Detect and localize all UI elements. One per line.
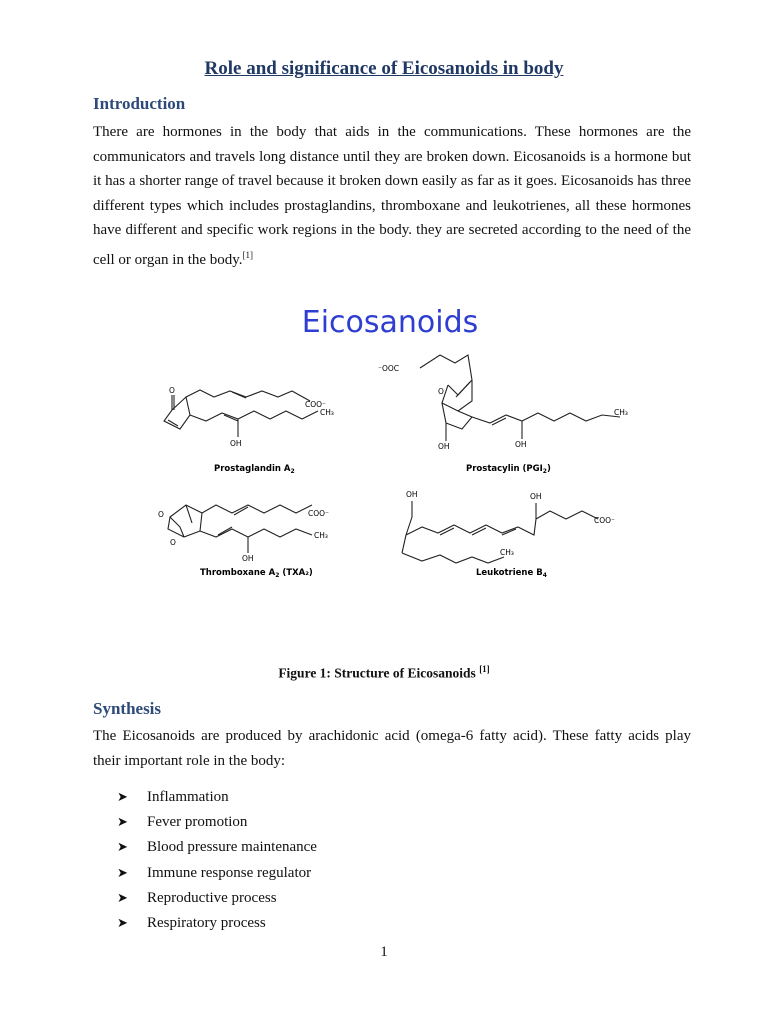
synthesis-list — [117, 786, 317, 937]
introduction-paragraph — [93, 120, 691, 273]
atom-ch3: CH₃ — [320, 408, 334, 417]
thromboxane-structure — [168, 505, 312, 553]
synthesis-heading: Synthesis — [93, 699, 162, 718]
atom-oh: OH — [230, 439, 242, 448]
list-item: ➤ Reproductive process — [117, 887, 317, 912]
atom-ch3: CH₃ — [500, 548, 514, 557]
figure-caption: Figure 1: Structure of Eicosanoids [1] — [278, 664, 490, 681]
molecule-label: Thromboxane $A_2$ (TXA₂) — [200, 568, 313, 579]
atom-coo: COO⁻ — [308, 509, 330, 518]
arrowhead-bullet-icon: ➤ — [117, 814, 128, 830]
molecule-label: Leukotriene $B_4$ — [476, 568, 547, 579]
prostaglandin-structure — [164, 390, 318, 437]
atom-coo: COO⁻ — [594, 516, 616, 525]
document-title: Role and significance of Eicosanoids in body — [204, 58, 564, 79]
arrowhead-bullet-icon: ➤ — [117, 839, 128, 855]
atom-coo: COO⁻ — [305, 400, 327, 409]
atom-oh: OH — [242, 554, 254, 563]
atom-oh: OH — [406, 490, 418, 499]
list-item: ➤ Blood pressure maintenance — [117, 836, 317, 861]
atom-ooc: ⁻OOC — [378, 364, 400, 373]
atom-ch3: CH₃ — [314, 531, 328, 540]
caption-citation: [1] — [479, 664, 490, 674]
atom-oh: OH — [530, 492, 542, 501]
introduction-citation: [1] — [242, 249, 254, 260]
arrowhead-bullet-icon: ➤ — [117, 864, 128, 880]
structures-svg — [150, 305, 630, 595]
figure-title: Eicosanoids — [301, 305, 479, 340]
list-item: ➤ Inflammation — [117, 786, 317, 811]
page-number: 1 — [380, 944, 388, 960]
molecule-label: Prostacylin $(PGI_2)$ — [466, 464, 551, 475]
arrowhead-bullet-icon: ➤ — [117, 914, 128, 930]
atom-ch3: CH₃ — [614, 408, 628, 417]
introduction-heading: Introduction — [93, 94, 186, 113]
molecule-label: Prostaglandin $A_2$ — [214, 464, 295, 475]
list-item: ➤ Respiratory process — [117, 912, 317, 937]
prostacyclin-structure — [420, 355, 620, 441]
list-item: ➤ Fever promotion — [117, 811, 317, 836]
introduction-text: There are hormones in the body that aids in the communications. These hormones are the communicators and travels long distance until they are broken down. Eicosanoids is a hormone but it has a shorter range of travel because it broken down easily as far as it goes. Eicosanoids has three different types which includes prostaglandins, thromboxane and leukotrienes, all these hormones have different and specific work regions in the body. they are secreted according to the need of the cell or organ in the body. — [93, 124, 691, 268]
atom-o: O — [170, 538, 176, 547]
eicosanoids-figure — [150, 305, 630, 595]
atom-oh: OH — [515, 440, 527, 449]
synthesis-paragraph: The Eicosanoids are produced by arachidonic acid (omega-6 fatty acid). These fatty acids play their important role in the body: — [93, 728, 691, 769]
atom-oh: OH — [438, 442, 450, 451]
arrowhead-bullet-icon: ➤ — [117, 889, 128, 905]
arrowhead-bullet-icon: ➤ — [117, 789, 128, 804]
atom-o: O — [438, 387, 444, 396]
list-item: ➤ Immune response regulator — [117, 862, 317, 887]
atom-o: O — [158, 510, 164, 519]
atom-o: O — [169, 386, 175, 395]
